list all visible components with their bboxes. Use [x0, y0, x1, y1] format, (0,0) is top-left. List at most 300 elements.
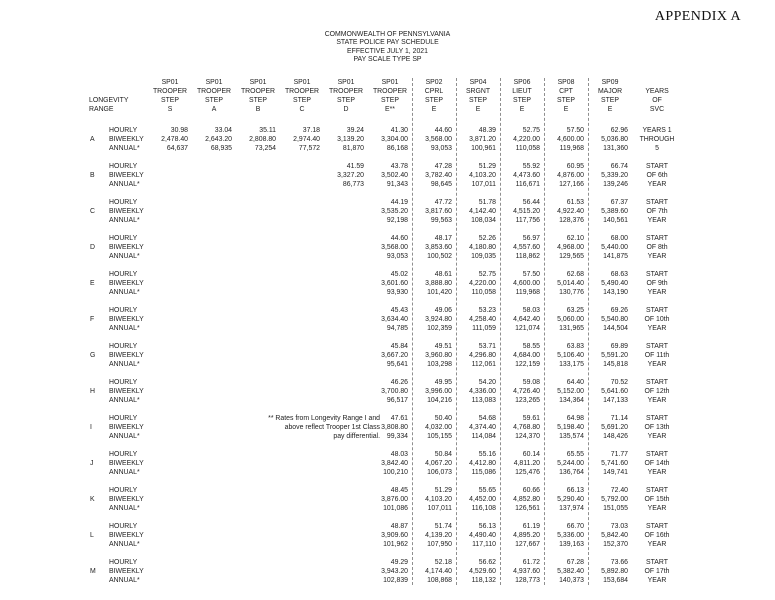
pay-cell: 4,336.00	[469, 388, 496, 395]
pay-cell: 143,190	[603, 289, 628, 296]
pay-cell: 2,974.40	[293, 136, 320, 143]
pay-cell: 3,568.00	[425, 136, 452, 143]
pay-cell	[324, 306, 368, 315]
column-header-sp08-cpt-step-e-line: CPT	[559, 88, 573, 95]
pay-cell: 48.03	[390, 451, 408, 458]
pay-cell	[236, 486, 280, 495]
column-header-sp01-trooper-step-b-line: SP01	[249, 79, 267, 86]
pay-cell	[148, 450, 192, 459]
pay-cell	[280, 342, 324, 351]
column-header-sp01-trooper-step-s-line: S	[167, 106, 173, 113]
pay-cell: 96,517	[386, 397, 408, 404]
pay-cell	[280, 558, 324, 567]
pay-cell: 48.39	[478, 127, 496, 134]
pay-cell: 3,888.80	[425, 280, 452, 287]
row-spacer	[88, 477, 682, 486]
row-label: BIWEEKLY	[109, 460, 144, 467]
column-header-sp09-major-step-e-line: MAJOR	[597, 88, 623, 95]
pay-cell	[280, 522, 324, 531]
pay-cell: 2,643.20	[205, 136, 232, 143]
pay-cell: 3,853.60	[425, 244, 452, 251]
pay-cell: 70.52	[610, 379, 628, 386]
pay-cell	[192, 558, 236, 567]
years-of-svc-header-line: YEARS	[645, 88, 669, 95]
pay-cell: 45.43	[390, 307, 408, 314]
row-spacer	[88, 153, 682, 162]
range-letter-K	[88, 486, 106, 495]
pay-cell: 4,452.00	[469, 496, 496, 503]
pay-cell: 45.84	[390, 343, 408, 350]
range-letter-D: D	[90, 244, 95, 251]
pay-cell: 3,808.80	[381, 424, 408, 431]
pay-cell: 49.29	[390, 559, 408, 566]
pay-cell: 66.70	[566, 523, 584, 530]
range-letter-G	[88, 360, 106, 369]
pay-cell: 4,490.40	[469, 532, 496, 539]
pay-cell: 93,053	[386, 253, 408, 260]
row-label: BIWEEKLY	[109, 208, 144, 215]
pay-cell: 100,210	[383, 469, 408, 476]
pay-cell: 131,965	[559, 325, 584, 332]
pay-cell: 118,862	[515, 253, 540, 260]
pay-cell	[192, 207, 236, 216]
pay-cell: 54.68	[478, 415, 496, 422]
pay-cell: 5,691.20	[601, 424, 628, 431]
row-spacer	[88, 369, 682, 378]
column-header-sp01-trooper-step-b-line: TROOPER	[240, 88, 276, 95]
pay-cell: 4,852.80	[513, 496, 540, 503]
pay-cell: 4,515.20	[513, 208, 540, 215]
pay-cell	[192, 351, 236, 360]
pay-cell	[148, 243, 192, 252]
pay-cell	[280, 486, 324, 495]
pay-cell	[324, 198, 368, 207]
row-spacer	[88, 405, 682, 414]
years-cell: YEAR	[647, 361, 667, 368]
column-header-sp01-trooper-step-a-line: TROOPER	[196, 88, 232, 95]
pay-cell: 66.74	[610, 163, 628, 170]
years-cell: OF 15th	[644, 496, 670, 503]
pay-cell: 100,502	[427, 253, 452, 260]
column-header-sp08-cpt-step-e-line: STEP	[557, 97, 575, 104]
footnote-line: pay differential.	[333, 433, 380, 440]
pay-cell: 57.50	[522, 271, 540, 278]
pay-cell: 81,870	[342, 145, 364, 152]
pay-cell	[236, 576, 280, 585]
pay-cell: 53.71	[478, 343, 496, 350]
pay-cell: 4,811.20	[513, 460, 540, 467]
pay-cell	[280, 180, 324, 189]
range-letter-M	[88, 558, 106, 567]
pay-cell: 3,502.40	[381, 172, 408, 179]
pay-cell: 5,440.00	[601, 244, 628, 251]
row-spacer	[88, 225, 682, 234]
pay-cell: 148,426	[603, 433, 628, 440]
column-header-sp09-major-step-e-line: SP09	[601, 79, 619, 86]
row-label: BIWEEKLY	[109, 244, 144, 251]
pay-cell: 5,641.60	[601, 388, 628, 395]
column-header-sp06-lieut-step-e-line: LIEUT	[512, 88, 532, 95]
pay-cell: 52.75	[478, 271, 496, 278]
pay-cell: 3,139.20	[337, 136, 364, 143]
row-label: ANNUAL*	[109, 145, 140, 152]
pay-cell: 103,298	[427, 361, 452, 368]
pay-cell	[236, 324, 280, 333]
pay-cell: 46.26	[390, 379, 408, 386]
pay-cell	[280, 315, 324, 324]
column-header-sp01-trooper-step-e-line: STEP	[381, 97, 399, 104]
column-header-sp01-trooper-step-d	[324, 78, 368, 126]
pay-cell: 92,198	[386, 217, 408, 224]
pay-cell	[148, 288, 192, 297]
pay-cell	[280, 234, 324, 243]
pay-cell: 3,909.60	[381, 532, 408, 539]
pay-cell: 60.95	[566, 163, 584, 170]
column-header-sp04-srgnt-step-e-line: SP04	[469, 79, 487, 86]
pay-cell	[148, 198, 192, 207]
years-cell: OF 9th	[646, 280, 668, 287]
pay-cell	[148, 567, 192, 576]
pay-cell	[148, 576, 192, 585]
pay-cell: 107,950	[427, 541, 452, 548]
years-cell: START	[646, 559, 668, 566]
document-title	[0, 31, 775, 65]
pay-cell	[192, 243, 236, 252]
pay-cell	[236, 306, 280, 315]
pay-cell	[324, 351, 368, 360]
pay-cell: 128,773	[515, 577, 540, 584]
pay-cell: 4,139.20	[425, 532, 452, 539]
pay-cell: 5,244.00	[557, 460, 584, 467]
pay-cell	[280, 504, 324, 513]
pay-cell: 62.68	[566, 271, 584, 278]
column-header-sp01-trooper-step-b-line: STEP	[249, 97, 267, 104]
row-label: HOURLY	[109, 235, 138, 242]
pay-cell: 67.37	[610, 199, 628, 206]
pay-cell: 5,382.40	[557, 568, 584, 575]
pay-cell: 104,216	[427, 397, 452, 404]
row-label: ANNUAL*	[109, 289, 140, 296]
pay-cell: 4,895.20	[513, 532, 540, 539]
row-label: HOURLY	[109, 487, 138, 494]
pay-cell: 153,684	[603, 577, 628, 584]
pay-cell: 3,601.60	[381, 280, 408, 287]
pay-cell: 136,764	[559, 469, 584, 476]
pay-cell: 64,637	[166, 145, 188, 152]
years-cell: START	[646, 199, 668, 206]
column-header-sp04-srgnt-step-e-line: STEP	[469, 97, 487, 104]
pay-cell	[192, 387, 236, 396]
pay-cell: 51.29	[434, 487, 452, 494]
pay-cell	[236, 279, 280, 288]
pay-cell	[148, 342, 192, 351]
years-cell: OF 14th	[644, 460, 670, 467]
pay-cell	[280, 288, 324, 297]
pay-cell: 117,110	[472, 541, 496, 548]
title-line-commonwealth: COMMONWEALTH OF PENNSYLVANIA	[324, 31, 451, 38]
range-letter-D	[88, 252, 106, 261]
pay-cell: 5,106.40	[557, 352, 584, 359]
row-label: BIWEEKLY	[109, 388, 144, 395]
pay-cell: 5,290.40	[557, 496, 584, 503]
years-cell: YEAR	[647, 433, 667, 440]
pay-cell: 4,180.80	[469, 244, 496, 251]
pay-cell: 4,876.00	[557, 172, 584, 179]
pay-cell: 3,943.20	[381, 568, 408, 575]
pay-cell: 47.61	[390, 415, 408, 422]
pay-cell: 44.60	[390, 235, 408, 242]
column-header-sp08-cpt-step-e-line: E	[563, 106, 569, 113]
longevity-range-header-line: RANGE	[89, 106, 114, 113]
column-header-sp01-trooper-step-d-line: SP01	[337, 79, 355, 86]
pay-cell: 110,058	[471, 289, 496, 296]
pay-cell: 68.00	[610, 235, 628, 242]
column-header-sp01-trooper-step-b	[236, 78, 280, 126]
years-cell: OF 11th	[644, 352, 670, 359]
pay-cell	[192, 495, 236, 504]
pay-cell	[324, 243, 368, 252]
pay-cell	[192, 450, 236, 459]
row-label: BIWEEKLY	[109, 568, 144, 575]
pay-cell	[148, 459, 192, 468]
pay-cell: 3,304.00	[381, 136, 408, 143]
pay-cell: 95,641	[386, 361, 408, 368]
pay-cell	[148, 324, 192, 333]
pay-cell: 66.13	[566, 487, 584, 494]
pay-cell	[192, 324, 236, 333]
pay-cell: 4,600.00	[557, 136, 584, 143]
pay-cell: 4,642.40	[513, 316, 540, 323]
column-header-sp01-trooper-step-c-line: SP01	[293, 79, 311, 86]
pay-cell	[324, 342, 368, 351]
column-header-sp02-cprl-step-e	[412, 78, 456, 126]
row-label: ANNUAL*	[109, 541, 140, 548]
pay-cell	[192, 162, 236, 171]
title-line-pay-scale: PAY SCALE TYPE SP	[353, 56, 422, 64]
pay-cell: 118,132	[471, 577, 496, 584]
range-letter-E	[88, 270, 106, 279]
row-label: HOURLY	[109, 199, 138, 206]
range-letter-D	[88, 234, 106, 243]
pay-cell: 73.66	[610, 559, 628, 566]
pay-cell: 127,166	[559, 181, 584, 188]
column-header-sp02-cprl-step-e-line: CPRL	[424, 88, 444, 95]
pay-cell: 94,785	[386, 325, 408, 332]
pay-cell: 137,974	[559, 505, 584, 512]
column-header-sp01-trooper-step-c-line: C	[299, 106, 305, 113]
pay-cell: 4,067.20	[425, 460, 452, 467]
pay-cell: 117,756	[515, 217, 540, 224]
pay-cell	[324, 504, 368, 513]
range-letter-F: F	[90, 316, 95, 323]
pay-cell: 113,083	[471, 397, 496, 404]
pay-cell: 3,327.20	[337, 172, 364, 179]
row-label: BIWEEKLY	[109, 352, 144, 359]
row-spacer	[88, 513, 682, 522]
pay-cell: 125,476	[515, 469, 540, 476]
row-label: ANNUAL*	[109, 505, 140, 512]
pay-cell: 64.98	[566, 415, 584, 422]
pay-cell	[236, 540, 280, 549]
pay-cell: 4,220.00	[513, 136, 540, 143]
pay-cell: 2,478.40	[161, 136, 188, 143]
column-header-sp04-srgnt-step-e-line: SRGNT	[465, 88, 491, 95]
pay-cell: 5,741.60	[601, 460, 628, 467]
row-spacer	[88, 585, 682, 594]
pay-cell	[324, 315, 368, 324]
row-spacer	[88, 549, 682, 558]
row-spacer	[88, 333, 682, 342]
pay-cell: 52.18	[434, 559, 452, 566]
range-letter-M: M	[90, 568, 96, 575]
pay-cell: 68,935	[210, 145, 232, 152]
column-header-sp01-trooper-step-a-line: STEP	[205, 97, 223, 104]
pay-cell: 45.02	[390, 271, 408, 278]
pay-cell: 5,152.00	[557, 388, 584, 395]
pay-cell: 3,842.40	[381, 460, 408, 467]
column-header-sp01-trooper-step-a-line: SP01	[205, 79, 223, 86]
pay-cell	[236, 180, 280, 189]
pay-cell	[280, 450, 324, 459]
pay-cell	[148, 162, 192, 171]
pay-cell: 116,108	[471, 505, 496, 512]
pay-cell: 55.65	[478, 487, 496, 494]
pay-cell	[148, 378, 192, 387]
pay-cell	[236, 171, 280, 180]
pay-cell: 4,220.00	[469, 280, 496, 287]
pay-cell: 3,568.00	[381, 244, 408, 251]
pay-cell: 133,175	[559, 361, 584, 368]
range-letter-H: H	[90, 388, 95, 395]
column-header-sp04-srgnt-step-e-line: E	[475, 106, 481, 113]
pay-cell: 145,818	[603, 361, 628, 368]
years-cell: START	[646, 379, 668, 386]
pay-cell: 3,782.40	[425, 172, 452, 179]
column-header-sp01-trooper-step-d-line: TROOPER	[328, 88, 364, 95]
pay-cell	[192, 576, 236, 585]
pay-cell: 86,168	[386, 145, 408, 152]
years-cell: 5	[655, 145, 659, 152]
pay-cell	[236, 207, 280, 216]
pay-cell	[324, 378, 368, 387]
row-label: HOURLY	[109, 379, 138, 386]
pay-cell: 57.50	[566, 127, 584, 134]
pay-cell	[236, 198, 280, 207]
pay-cell	[324, 396, 368, 405]
pay-cell	[148, 531, 192, 540]
pay-cell: 30.98	[170, 127, 188, 134]
pay-cell: 115,086	[471, 469, 496, 476]
pay-cell: 147,133	[603, 397, 628, 404]
column-header-sp06-lieut-step-e-line: E	[519, 106, 525, 113]
pay-cell: 5,036.80	[601, 136, 628, 143]
column-divider-dashed	[588, 78, 589, 585]
range-letter-H	[88, 378, 106, 387]
pay-cell: 41.59	[346, 163, 364, 170]
pay-cell: 119,968	[559, 145, 584, 152]
pay-cell: 108,868	[427, 577, 452, 584]
column-header-sp04-srgnt-step-e	[456, 78, 500, 126]
pay-cell: 3,817.60	[425, 208, 452, 215]
pay-cell	[280, 162, 324, 171]
years-cell: THROUGH	[639, 136, 675, 143]
pay-cell: 128,376	[559, 217, 584, 224]
pay-cell	[236, 360, 280, 369]
pay-cell	[324, 207, 368, 216]
pay-cell	[148, 270, 192, 279]
years-cell: OF 16th	[644, 532, 670, 539]
range-letter-I	[88, 432, 106, 441]
pay-cell	[192, 342, 236, 351]
pay-cell	[192, 540, 236, 549]
row-label: ANNUAL*	[109, 397, 140, 404]
pay-cell	[148, 360, 192, 369]
years-cell: START	[646, 415, 668, 422]
years-cell: YEAR	[647, 505, 667, 512]
pay-cell: 99,334	[386, 433, 408, 440]
pay-cell: 51.78	[478, 199, 496, 206]
pay-cell: 121,074	[515, 325, 540, 332]
pay-cell: 4,557.60	[513, 244, 540, 251]
pay-cell: 130,776	[559, 289, 584, 296]
column-header-sp09-major-step-e-line: E	[607, 106, 613, 113]
pay-cell: 5,336.00	[557, 532, 584, 539]
pay-cell	[324, 450, 368, 459]
pay-cell: 119,968	[515, 289, 540, 296]
pay-cell: 63.83	[566, 343, 584, 350]
range-letter-C: C	[90, 208, 95, 215]
pay-cell	[280, 216, 324, 225]
pay-cell: 105,155	[427, 433, 452, 440]
pay-cell: 50.40	[434, 415, 452, 422]
pay-cell	[236, 531, 280, 540]
row-label: HOURLY	[109, 451, 138, 458]
pay-cell	[280, 279, 324, 288]
years-cell: START	[646, 235, 668, 242]
range-letter-G: G	[90, 352, 96, 359]
pay-cell: 49.51	[434, 343, 452, 350]
range-letter-I	[88, 414, 106, 423]
pay-cell: 4,726.40	[513, 388, 540, 395]
pay-cell: 60.14	[522, 451, 540, 458]
column-divider-dashed	[412, 78, 413, 585]
longevity-range-header	[88, 78, 148, 126]
pay-cell	[192, 531, 236, 540]
pay-cell	[324, 558, 368, 567]
pay-cell: 152,370	[603, 541, 628, 548]
pay-cell: 3,960.80	[425, 352, 452, 359]
pay-cell: 102,839	[383, 577, 408, 584]
years-cell: OF 17th	[644, 568, 670, 575]
pay-cell: 98,645	[430, 181, 452, 188]
column-header-sp02-cprl-step-e-line: SP02	[425, 79, 443, 86]
pay-cell	[192, 504, 236, 513]
column-divider-dashed	[544, 78, 545, 585]
pay-cell: 5,339.20	[601, 172, 628, 179]
pay-cell: 61.19	[522, 523, 540, 530]
pay-cell	[192, 486, 236, 495]
pay-cell	[148, 558, 192, 567]
pay-cell	[148, 396, 192, 405]
years-cell: YEAR	[647, 181, 667, 188]
pay-cell	[236, 252, 280, 261]
pay-cell	[324, 522, 368, 531]
pay-cell: 4,174.40	[425, 568, 452, 575]
row-label: ANNUAL*	[109, 433, 140, 440]
range-letter-F	[88, 306, 106, 315]
pay-cell	[280, 495, 324, 504]
pay-cell: 41.30	[390, 127, 408, 134]
